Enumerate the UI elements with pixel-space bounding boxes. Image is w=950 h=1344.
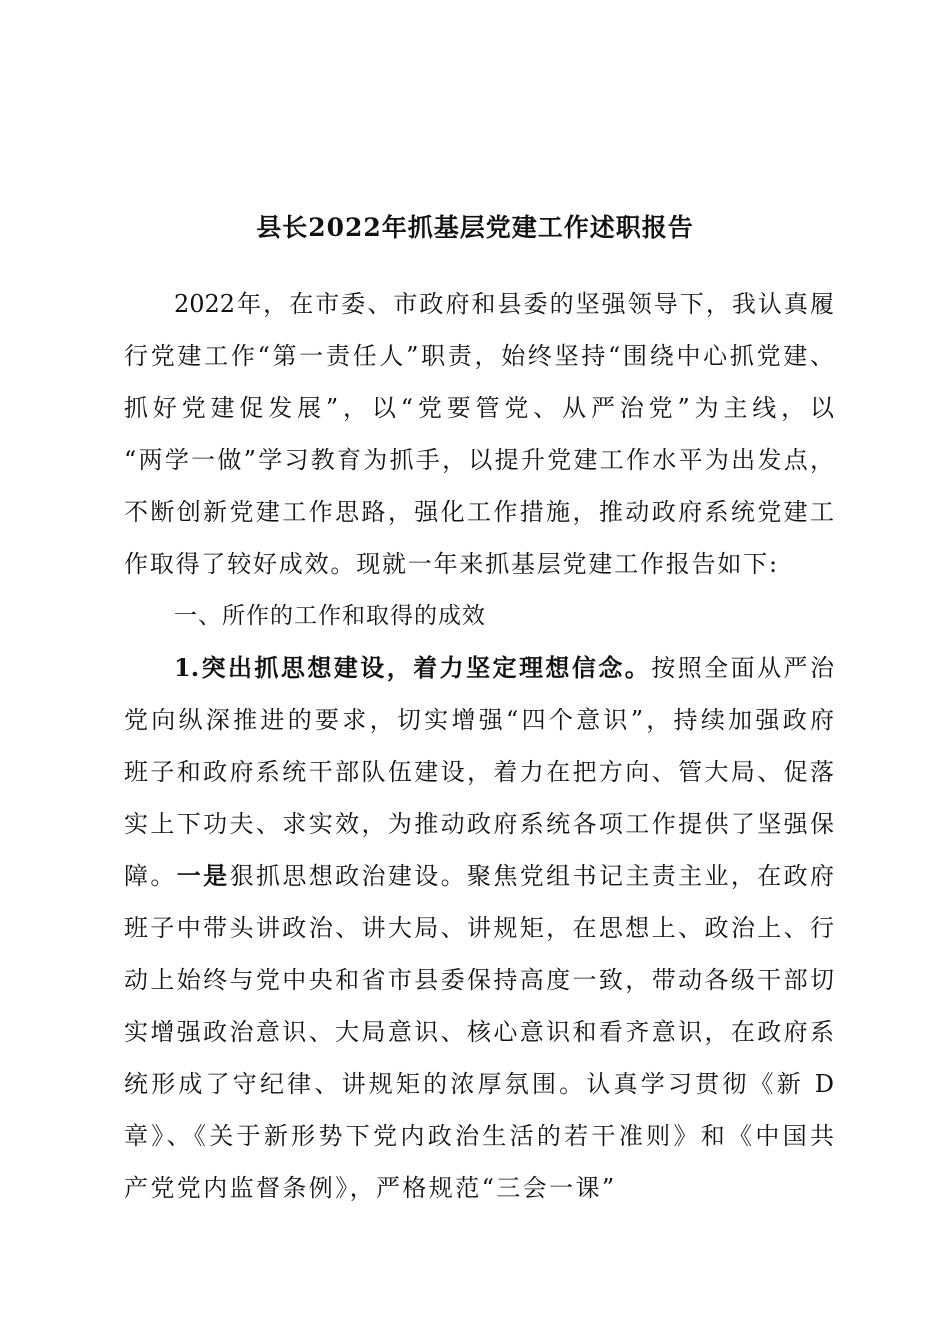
- point1-line-11: 产党党内监督条例》，严格规范“三会一课”: [124, 1174, 617, 1202]
- point1-line-7: 动上始终与党中央和省市县委保持高度一致，带动各级干部切: [124, 966, 834, 994]
- intro-line-6: 作取得了较好成效。现就一年来抓基层党建工作报告如下:: [124, 550, 779, 578]
- document-title: 县长2022年抓基层党建工作述职报告: [256, 213, 694, 242]
- point1-line-6: 班子中带头讲政治、讲大局、讲规矩，在思想上、政治上、行: [124, 914, 834, 942]
- point1-line-9: 统形成了守纪律、讲规矩的浓厚氛围。认真学习贯彻《新 D: [124, 1070, 834, 1098]
- point1-line-8: 实增强政治意识、大局意识、核心意识和看齐意识，在政府系: [124, 1018, 834, 1046]
- intro-line-4: “两学一做”学习教育为抓手，以提升党建工作水平为出发点，: [124, 446, 834, 474]
- section-heading: 一、所作的工作和取得的成效: [174, 603, 486, 629]
- point1-line5-bold: 一是: [176, 861, 230, 890]
- point1-line5-start: 障。: [124, 862, 177, 890]
- point1-line5-rest: 狠抓思想政治建设。聚焦党组书记主责主业，在政府: [229, 862, 835, 890]
- point1-line-2: 党向纵深推进的要求，切实增强“四个意识”，持续加强政府: [124, 706, 834, 734]
- point1-line-10: 章》、《关于新形势下党内政治生活的若干准则》和《中国共: [124, 1122, 834, 1150]
- point1-lead: 1.突出抓思想建设，着力坚定理想信念。: [174, 653, 652, 682]
- point1-line-3: 班子和政府系统干部队伍建设，着力在把方向、管大局、促落: [124, 758, 834, 786]
- point1-line-5: [124, 850, 834, 902]
- intro-line-3: 抓好党建促发展”，以“党要管党、从严治党”为主线，以: [124, 394, 834, 422]
- point1-line-1: [124, 642, 834, 694]
- document-body: [124, 278, 834, 1214]
- point1-line1-rest: 按照全面从严治: [651, 654, 834, 682]
- intro-line-5: 不断创新党建工作思路，强化工作措施，推动政府系统党建工: [124, 498, 834, 526]
- intro-line-1: 2022年，在市委、市政府和县委的坚强领导下，我认真履: [174, 290, 834, 318]
- point1-line-4: 实上下功夫、求实效，为推动政府系统各项工作提供了坚强保: [124, 810, 834, 838]
- intro-line-2: 行党建工作“第一责任人”职责，始终坚持“围绕中心抓党建、: [124, 342, 834, 370]
